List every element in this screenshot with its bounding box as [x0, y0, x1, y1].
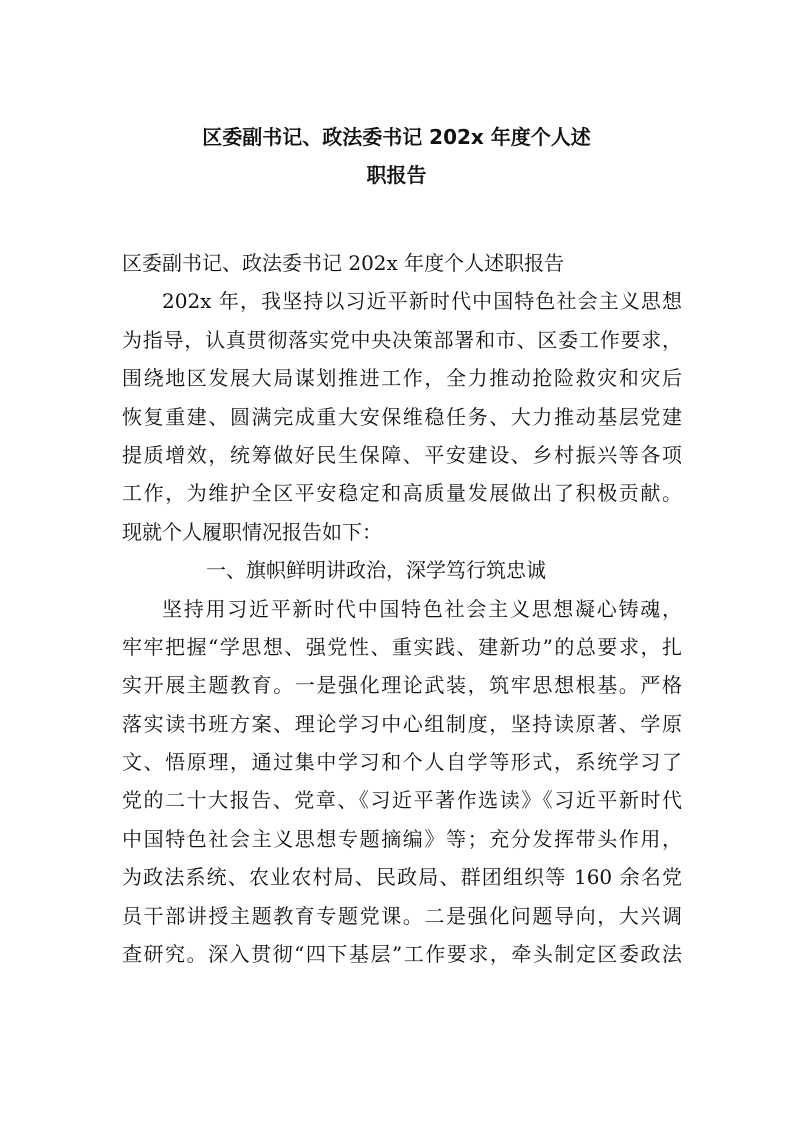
document-subtitle: 区委副书记、政法委书记 202x 年度个人述职报告 — [122, 251, 565, 275]
paragraph-line: 为政法系统、农业农村局、民政局、群团组织等 160 余名党 — [122, 865, 682, 890]
paragraph-line: 提质增效，统筹做好民生保障、平安建设、乡村振兴等各项 — [122, 442, 682, 467]
paragraph-line: 中国特色社会主义思想专题摘编》等；充分发挥带头作用， — [122, 826, 682, 851]
paragraph-intro — [122, 282, 682, 551]
paragraph-line: 查研究。深入贯彻“四下基层”工作要求，牵头制定区委政法 — [122, 942, 682, 967]
paragraph-line: 坚持用习近平新时代中国特色社会主义思想凝心铸魂， — [162, 596, 682, 621]
paragraph-line: 党的二十大报告、党章、《习近平著作选读》《习近平新时代 — [122, 788, 682, 813]
title-line: 职报告 — [366, 163, 427, 188]
paragraph-line: 围绕地区发展大局谋划推进工作，全力推动抢险救灾和灾后 — [122, 366, 682, 391]
paragraph-line: 落实读书班方案、理论学习中心组制度，坚持读原著、学原 — [122, 711, 682, 736]
document-body — [122, 244, 682, 973]
paragraph-line: 为指导，认真贯彻落实党中央决策部署和市、区委工作要求， — [122, 327, 682, 352]
section-heading: 一、旗帜鲜明讲政治，深学笃行筑忠诚 — [206, 558, 546, 583]
paragraph-line: 员干部讲授主题教育专题党课。二是强化问题导向，大兴调 — [122, 903, 682, 928]
document-title — [110, 118, 683, 195]
paragraph-line: 现就个人履职情况报告如下： — [122, 519, 382, 544]
paragraph-line: 202x 年，我坚持以习近平新时代中国特色社会主义思想 — [162, 289, 682, 314]
title-line: 区委副书记、政法委书记 202x 年度个人述 — [202, 125, 591, 149]
paragraph-line: 牢牢把握“学思想、强党性、重实践、建新功”的总要求，扎 — [122, 634, 682, 659]
paragraph-line: 文、悟原理，通过集中学习和个人自学等形式，系统学习了 — [122, 750, 682, 775]
paragraph-section-1 — [122, 590, 682, 974]
paragraph-line: 工作，为维护全区平安稳定和高质量发展做出了积极贡献。 — [122, 481, 682, 506]
paragraph-line: 恢复重建、圆满完成重大安保维稳任务、大力推动基层党建 — [122, 404, 682, 429]
paragraph-line: 实开展主题教育。一是强化理论武装，筑牢思想根基。严格 — [122, 673, 682, 698]
